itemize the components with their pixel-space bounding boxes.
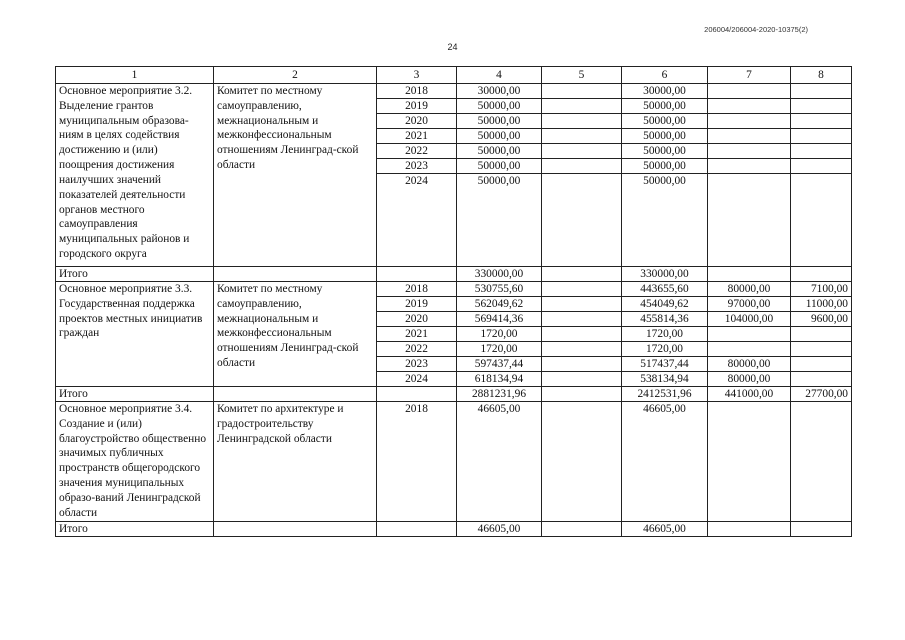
funding-table <box>55 66 852 537</box>
column-7-cell <box>708 342 791 357</box>
year-cell: 2022 <box>377 342 457 357</box>
column-5-cell <box>542 84 622 99</box>
year-cell: 2021 <box>377 129 457 144</box>
total-row <box>56 267 852 282</box>
column-5-cell <box>542 99 622 114</box>
total-year-cell <box>377 521 457 536</box>
total-funding-cell: 50000,00 <box>457 174 542 267</box>
total-funding-cell: 46605,00 <box>457 402 542 522</box>
total-funding-cell: 50000,00 <box>457 99 542 114</box>
column-7-cell <box>708 267 791 282</box>
total-label: Итого <box>56 521 214 536</box>
total-executor-cell <box>214 267 377 282</box>
column-5-cell <box>542 521 622 536</box>
total-funding-cell: 2881231,96 <box>457 387 542 402</box>
column-6-cell: 454049,62 <box>622 297 708 312</box>
total-funding-cell: 50000,00 <box>457 144 542 159</box>
column-header: 8 <box>791 67 852 84</box>
column-8-cell <box>791 174 852 267</box>
total-row <box>56 387 852 402</box>
column-7-cell <box>708 521 791 536</box>
column-6-cell: 330000,00 <box>622 267 708 282</box>
column-header: 4 <box>457 67 542 84</box>
total-executor-cell <box>214 521 377 536</box>
column-header: 6 <box>622 67 708 84</box>
column-6-cell: 46605,00 <box>622 402 708 522</box>
column-7-cell <box>708 99 791 114</box>
total-executor-cell <box>214 387 377 402</box>
column-6-cell: 50000,00 <box>622 159 708 174</box>
column-7-cell <box>708 327 791 342</box>
column-5-cell <box>542 282 622 297</box>
total-year-cell <box>377 267 457 282</box>
column-5-cell <box>542 327 622 342</box>
column-8-cell <box>791 372 852 387</box>
column-7-cell <box>708 144 791 159</box>
column-number-row <box>56 67 852 84</box>
total-funding-cell: 530755,60 <box>457 282 542 297</box>
column-header: 7 <box>708 67 791 84</box>
year-cell: 2019 <box>377 297 457 312</box>
column-8-cell <box>791 129 852 144</box>
column-8-cell <box>791 84 852 99</box>
year-cell: 2023 <box>377 159 457 174</box>
column-5-cell <box>542 357 622 372</box>
total-funding-cell: 569414,36 <box>457 312 542 327</box>
column-8-cell <box>791 402 852 522</box>
activity-description: Основное мероприятие 3.4. Создание и (или) благоустройство общественно значимых публичных пространств общегородского значения муниципальных образо-ваний Ленинградской области <box>56 402 214 522</box>
column-6-cell: 50000,00 <box>622 144 708 159</box>
column-7-cell <box>708 402 791 522</box>
column-7-cell: 97000,00 <box>708 297 791 312</box>
year-cell: 2024 <box>377 372 457 387</box>
total-funding-cell: 50000,00 <box>457 114 542 129</box>
total-label: Итого <box>56 387 214 402</box>
year-cell: 2018 <box>377 84 457 99</box>
column-5-cell <box>542 297 622 312</box>
column-6-cell: 455814,36 <box>622 312 708 327</box>
executor-name: Комитет по местному самоуправлению, межнациональным и межконфессиональным отношениям Ленинград-ской области <box>214 84 377 267</box>
column-7-cell: 104000,00 <box>708 312 791 327</box>
column-8-cell <box>791 99 852 114</box>
column-7-cell <box>708 84 791 99</box>
column-8-cell <box>791 342 852 357</box>
column-6-cell: 1720,00 <box>622 327 708 342</box>
year-cell: 2018 <box>377 402 457 522</box>
column-8-cell: 11000,00 <box>791 297 852 312</box>
column-5-cell <box>542 402 622 522</box>
column-5-cell <box>542 114 622 129</box>
column-header: 5 <box>542 67 622 84</box>
column-7-cell: 80000,00 <box>708 372 791 387</box>
total-funding-cell: 1720,00 <box>457 342 542 357</box>
total-funding-cell: 50000,00 <box>457 129 542 144</box>
executor-name: Комитет по местному самоуправлению, межнациональным и межконфессиональным отношениям Ленинград-ской области <box>214 282 377 387</box>
year-cell: 2022 <box>377 144 457 159</box>
year-cell: 2020 <box>377 312 457 327</box>
total-funding-cell: 562049,62 <box>457 297 542 312</box>
total-funding-cell: 1720,00 <box>457 327 542 342</box>
column-5-cell <box>542 129 622 144</box>
year-cell: 2023 <box>377 357 457 372</box>
column-5-cell <box>542 312 622 327</box>
year-cell: 2020 <box>377 114 457 129</box>
column-8-cell <box>791 267 852 282</box>
total-funding-cell: 330000,00 <box>457 267 542 282</box>
column-6-cell: 30000,00 <box>622 84 708 99</box>
column-8-cell: 7100,00 <box>791 282 852 297</box>
column-header: 1 <box>56 67 214 84</box>
activity-block <box>56 84 852 282</box>
column-7-cell <box>708 159 791 174</box>
column-6-cell: 50000,00 <box>622 99 708 114</box>
column-7-cell: 80000,00 <box>708 357 791 372</box>
activity-block <box>56 282 852 402</box>
column-6-cell: 50000,00 <box>622 114 708 129</box>
column-8-cell <box>791 521 852 536</box>
year-cell: 2024 <box>377 174 457 267</box>
column-6-cell: 1720,00 <box>622 342 708 357</box>
column-8-cell <box>791 327 852 342</box>
activity-block <box>56 402 852 537</box>
total-funding-cell: 46605,00 <box>457 521 542 536</box>
table-row <box>56 402 852 522</box>
column-6-cell: 2412531,96 <box>622 387 708 402</box>
column-5-cell <box>542 372 622 387</box>
table-row <box>56 282 852 297</box>
column-5-cell <box>542 267 622 282</box>
total-row <box>56 521 852 536</box>
column-7-cell: 80000,00 <box>708 282 791 297</box>
column-6-cell: 50000,00 <box>622 174 708 267</box>
total-funding-cell: 618134,94 <box>457 372 542 387</box>
column-5-cell <box>542 174 622 267</box>
total-funding-cell: 597437,44 <box>457 357 542 372</box>
column-8-cell <box>791 159 852 174</box>
column-8-cell: 9600,00 <box>791 312 852 327</box>
activity-description: Основное мероприятие 3.2. Выделение грантов муниципальным образова-ниям в целях содействия достижению и (или) поощрения достижения наилучших значений показателей деятельности органов местного самоуправления муниципальных районов и городского округа <box>56 84 214 267</box>
column-6-cell: 517437,44 <box>622 357 708 372</box>
total-year-cell <box>377 387 457 402</box>
column-8-cell <box>791 357 852 372</box>
column-6-cell: 538134,94 <box>622 372 708 387</box>
total-funding-cell: 50000,00 <box>457 159 542 174</box>
document-id: 206004/206004-2020-10375(2) <box>704 25 808 34</box>
column-7-cell <box>708 174 791 267</box>
column-6-cell: 443655,60 <box>622 282 708 297</box>
column-8-cell <box>791 144 852 159</box>
column-header: 2 <box>214 67 377 84</box>
column-6-cell: 50000,00 <box>622 129 708 144</box>
year-cell: 2018 <box>377 282 457 297</box>
column-5-cell <box>542 144 622 159</box>
column-7-cell <box>708 129 791 144</box>
column-8-cell: 27700,00 <box>791 387 852 402</box>
column-5-cell <box>542 387 622 402</box>
executor-name: Комитет по архитектуре и градостроительству Ленинградской области <box>214 402 377 522</box>
column-7-cell: 441000,00 <box>708 387 791 402</box>
column-8-cell <box>791 114 852 129</box>
year-cell: 2019 <box>377 99 457 114</box>
year-cell: 2021 <box>377 327 457 342</box>
column-7-cell <box>708 114 791 129</box>
page-number: 24 <box>447 42 458 52</box>
column-5-cell <box>542 159 622 174</box>
column-header: 3 <box>377 67 457 84</box>
total-label: Итого <box>56 267 214 282</box>
table-row <box>56 84 852 99</box>
column-5-cell <box>542 342 622 357</box>
column-6-cell: 46605,00 <box>622 521 708 536</box>
total-funding-cell: 30000,00 <box>457 84 542 99</box>
activity-description: Основное мероприятие 3.3. Государственная поддержка проектов местных инициатив граждан <box>56 282 214 387</box>
